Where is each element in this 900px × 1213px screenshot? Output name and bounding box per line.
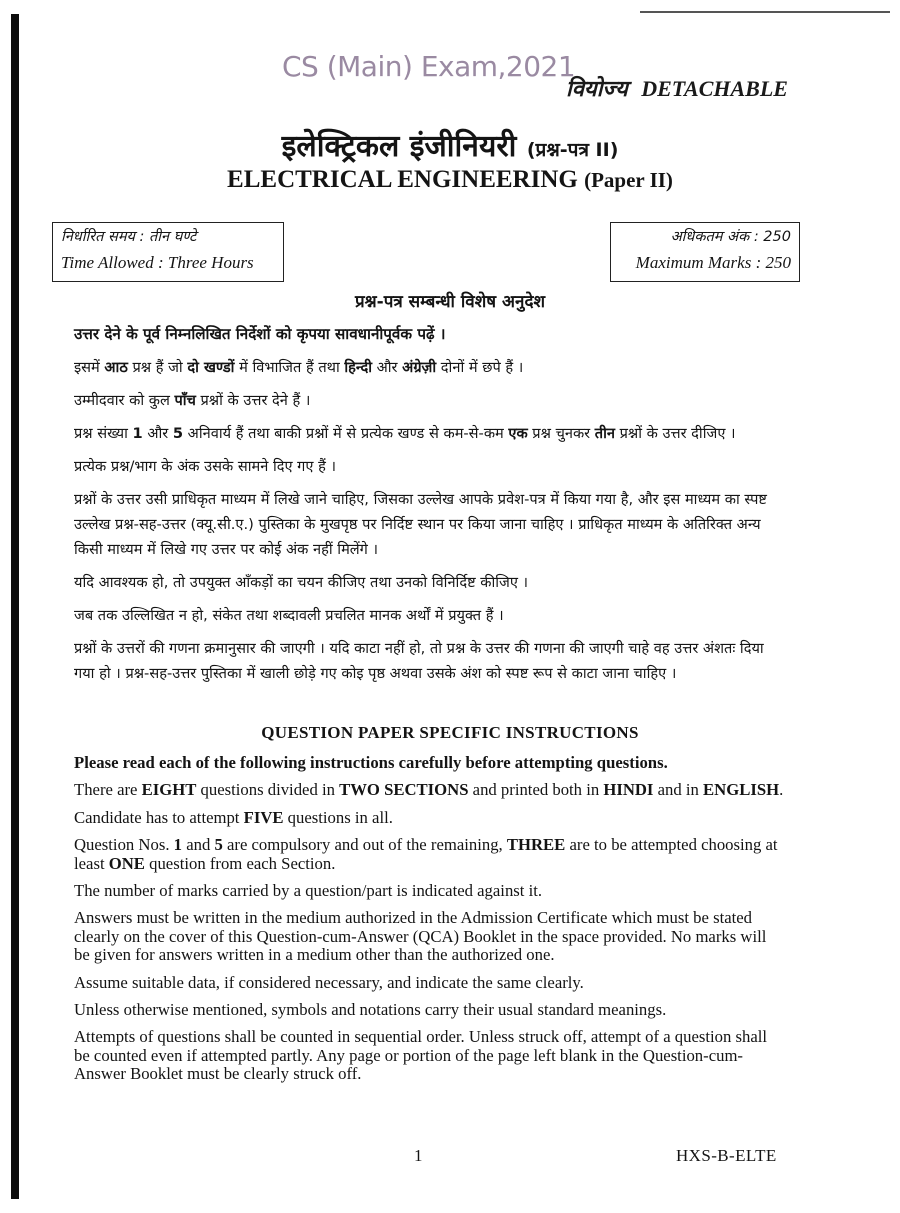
english-lead-instruction: Please read each of the following instructions carefully before attempting questions. xyxy=(74,753,668,772)
hindi-instruction-1: इसमें आठ प्रश्न हैं जो दो खण्डों में विभाजित हैं तथा हिन्दी और अंग्रेज़ी दोनों में छपे हैं । xyxy=(74,359,524,376)
hindi-instruction-3: प्रश्न संख्या 1 और 5 अनिवार्य हैं तथा बाकी प्रश्नों में से प्रत्येक खण्ड से कम-से-कम एक प्रश्न चुनकर तीन प्रश्नों के उत्तर दीजिए । xyxy=(74,425,736,442)
paper-code: HXS-B-ELTE xyxy=(676,1146,777,1165)
hindi-lead-instruction: उत्तर देने के पूर्व निम्नलिखित निर्देशों को कृपया सावधानीपूर्वक पढ़ें । xyxy=(74,325,446,343)
paper-title-hindi xyxy=(0,124,900,165)
time-allowed-box xyxy=(52,222,284,282)
hindi-instruction-5: प्रश्नों के उत्तर उसी प्राधिकृत माध्यम में लिखे जाने चाहिए, जिसका उल्लेख आपके प्रवेश-पत्र में किया गया है, और इस माध्यम का स्पष्ट उल्लेख प्रश्न-सह-उत्तर (क्यू.सी.ए.) पुस्तिका के मुखपृष्ठ पर निर्दिष्ट स्थान पर किया जाना चाहिए । प्राधिकृत माध्यम के अतिरिक्त अन्य किसी माध्यम में लिखे गए उत्तर पर कोई अंक नहीं मिलेंगे । xyxy=(74,491,767,558)
english-instructions-heading: QUESTION PAPER SPECIFIC INSTRUCTIONS xyxy=(261,723,639,742)
hindi-instruction-7: जब तक उल्लिखित न हो, संकेत तथा शब्दावली प्रचलित मानक अर्थों में प्रयुक्त हैं । xyxy=(74,607,504,624)
detachable-hindi: वियोज्य xyxy=(566,77,628,102)
hindi-instructions xyxy=(74,322,786,694)
time-allowed-hindi: निर्धारित समय : तीन घण्टे xyxy=(61,229,197,245)
page-number: 1 xyxy=(414,1146,423,1165)
title-english-text: ELECTRICAL ENGINEERING xyxy=(227,166,578,193)
english-instructions xyxy=(74,754,786,1093)
title-hindi-paper: (प्रश्न-पत्र II) xyxy=(526,139,619,161)
english-instruction-4: The number of marks carried by a question/part is indicated against it. xyxy=(74,881,543,901)
handwritten-exam-note: CS (Main) Exam,2021 xyxy=(282,50,576,83)
english-instruction-2: Candidate has to attempt FIVE questions in all. xyxy=(74,807,393,827)
english-instruction-3: Question Nos. 1 and 5 are compulsory and out of the remaining, THREE are to be attempted choosing at least ONE question from each Section. xyxy=(74,835,778,873)
paper-title-english xyxy=(0,166,900,194)
maximum-marks-hindi: अधिकतम अंक : 250 xyxy=(670,229,791,245)
title-english-paper: (Paper II) xyxy=(584,168,673,192)
english-instruction-7: Unless otherwise mentioned, symbols and notations carry their usual standard meanings. xyxy=(74,1000,667,1020)
english-instruction-8: Attempts of questions shall be counted in sequential order. Unless struck off, attempt of a question shall be counted even if attempted partly. Any page or portion of the page left blank in the Question-cum-Answer Booklet must be clearly struck off. xyxy=(74,1027,768,1084)
title-hindi-text: इलेक्ट्रिकल इंजीनियरी xyxy=(281,129,517,164)
top-rule-line xyxy=(640,11,890,13)
hindi-instruction-4: प्रत्येक प्रश्न/भाग के अंक उसके सामने दिए गए हैं । xyxy=(74,458,337,475)
hindi-instruction-8: प्रश्नों के उत्तरों की गणना क्रमानुसार की जाएगी । यदि काटा नहीं हो, तो प्रश्न के उत्तर की गणना की जाएगी चाहे वह उत्तर अंशतः दिया गया हो । प्रश्न-सह-उत्तर पुस्तिका में खाली छोड़े गए कोइ पृष्ठ अथवा उसके अंश को स्पष्ट रूप से काटा जाना चाहिए । xyxy=(74,640,764,682)
hindi-instructions-heading: प्रश्न-पत्र सम्बन्धी विशेष अनुदेश xyxy=(354,292,546,312)
english-instruction-6: Assume suitable data, if considered necessary, and indicate the same clearly. xyxy=(74,972,584,992)
maximum-marks-box xyxy=(610,222,800,282)
maximum-marks-english: Maximum Marks : 250 xyxy=(635,253,791,272)
english-instruction-5: Answers must be written in the medium authorized in the Admission Certificate which must be stated clearly on the cover of this Question-cum-Answer (QCA) Booklet in the space provided. No marks will be given for answers written in a medium other than the authorized one. xyxy=(74,908,767,965)
english-instruction-1: There are EIGHT questions divided in TWO SECTIONS and printed both in HINDI and in ENGLISH. xyxy=(74,780,784,800)
hindi-instruction-2: उम्मीदवार को कुल पाँच प्रश्नों के उत्तर देने हैं । xyxy=(74,392,311,409)
detachable-label xyxy=(566,73,788,103)
time-allowed-english: Time Allowed : Three Hours xyxy=(61,253,254,272)
detachable-english: DETACHABLE xyxy=(641,76,788,101)
hindi-instruction-6: यदि आवश्यक हो, तो उपयुक्त आँकड़ों का चयन कीजिए तथा उनको विनिर्दिष्ट कीजिए । xyxy=(74,574,529,591)
